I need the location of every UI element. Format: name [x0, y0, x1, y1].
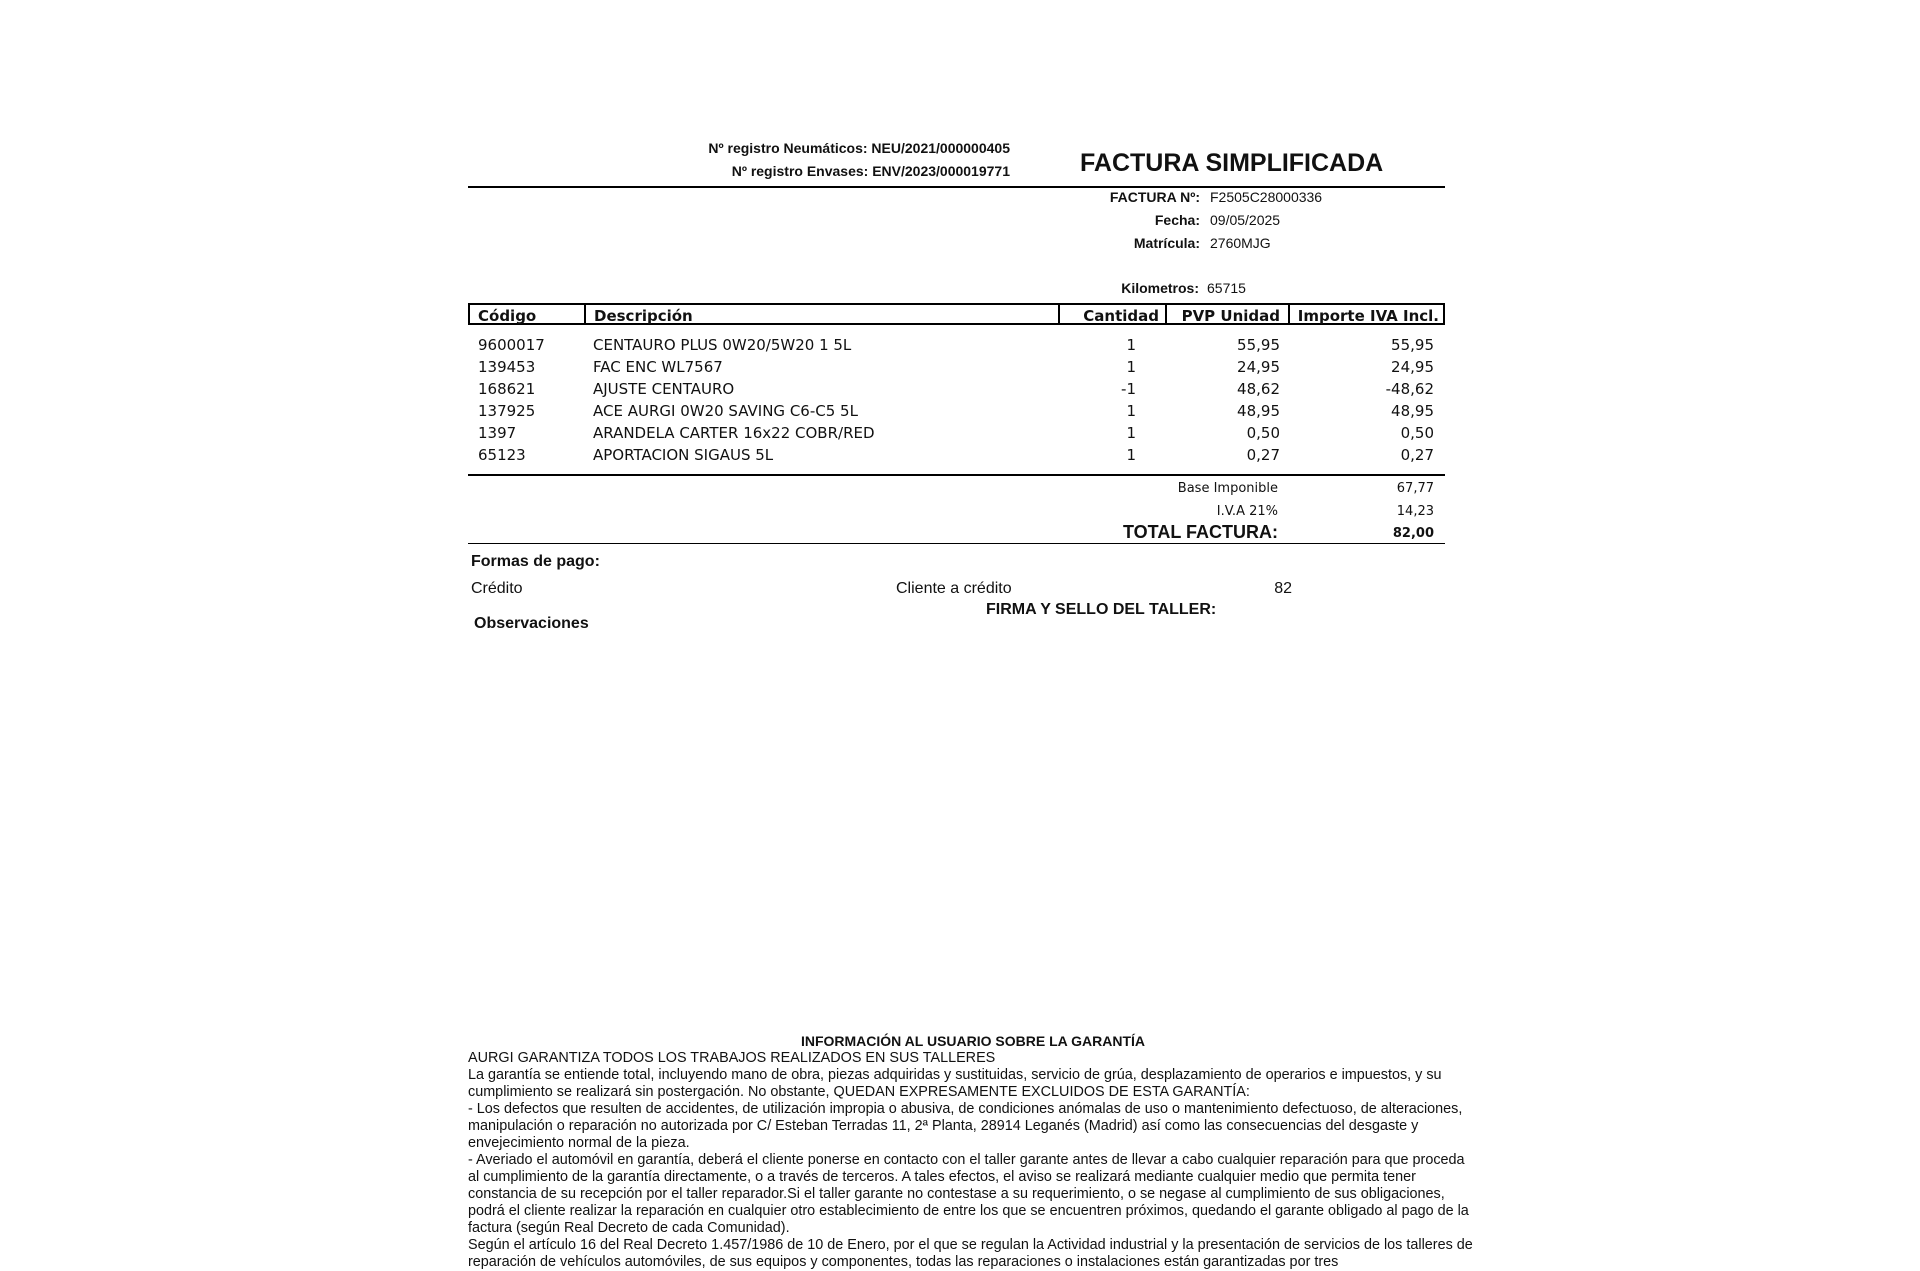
- col-header-descripcion: Descripción: [584, 303, 1060, 325]
- cell-importe: 0,50: [1400, 424, 1434, 442]
- col-header-pvp: PVP Unidad: [1165, 303, 1290, 325]
- cell-cantidad: 1: [1126, 336, 1136, 354]
- cell-importe: 24,95: [1391, 358, 1434, 376]
- cell-importe: 55,95: [1391, 336, 1434, 354]
- payment-method: Crédito: [471, 580, 523, 597]
- cell-descripcion: AJUSTE CENTAURO: [593, 380, 735, 398]
- registro-neumaticos: Nº registro Neumáticos: NEU/2021/000000405: [708, 140, 1010, 156]
- cell-descripcion: FAC ENC WL7567: [593, 358, 723, 376]
- header-divider: [468, 186, 1445, 188]
- cell-codigo: 168621: [478, 380, 536, 398]
- cell-importe: 48,95: [1391, 402, 1434, 420]
- cell-descripcion: APORTACION SIGAUS 5L: [593, 446, 774, 464]
- iva-value: 14,23: [1396, 504, 1434, 519]
- base-imponible-label: Base Imponible: [1177, 481, 1278, 496]
- table-row: [468, 358, 1444, 380]
- cell-codigo: 137925: [478, 402, 536, 420]
- col-header-importe: Importe IVA Incl.: [1288, 303, 1445, 325]
- cell-descripcion: CENTAURO PLUS 0W20/5W20 1 5L: [593, 336, 852, 354]
- matricula-value: 2760MJG: [1210, 235, 1271, 251]
- cell-importe: 0,27: [1400, 446, 1434, 464]
- cell-pvp: 48,62: [1237, 380, 1280, 398]
- cell-pvp: 55,95: [1237, 336, 1280, 354]
- table-row: [468, 336, 1444, 358]
- cell-cantidad: 1: [1126, 402, 1136, 420]
- cell-pvp: 24,95: [1237, 358, 1280, 376]
- cell-codigo: 65123: [478, 446, 526, 464]
- total-factura-value: 82,00: [1392, 526, 1434, 541]
- warranty-text: AURGI GARANTIZA TODOS LOS TRABAJOS REALIZADOS EN SUS TALLERES La garantía se entiende total, incluyendo mano de obra, piezas adquiridas y sustituidas, servicio de grúa, desplazamiento de operarios e impuestos, y su cumplimiento se realizará sin postergación. No obstante, QUEDAN EXPRESAMENTE EXCLUIDOS DE ESTA GARANTÍA: - Los defectos que resulten de accidentes, de utilización impropia o abusiva, de condiciones anómalas de uso o mantenimiento defectuoso, de alteraciones, manipulación o reparación no autorizada por C/ Esteban Terradas 11, 2ª Planta, 28914 Leganés (Madrid) así como las consecuencias del desgaste y envejecimiento normal de la pieza. - Averiado el automóvil en garantía, deberá el cliente ponerse en contacto con el taller garante antes de llevar a cabo cualquier reparación para que proceda al cumplimiento de la garantía directamente, o a través de terceros. A tales efectos, el aviso se realizará mediante cualquier medio que permita tener constancia de su recepción por el taller reparador.Si el taller garante no contestase a su requerimiento, o se negase al cumplimiento de sus obligaciones, podrá el cliente realizar la reparación en cualquier otro establecimiento de entre los que se encuentren próximos, quedando el garante obligado al pago de la factura (según Real Decreto de cada Comunidad). Según el artículo 16 del Real Decreto 1.457/1986 de 10 de Enero, por el que se regulan la Actividad industrial y la presentación de servicios de los talleres de reparación de vehículos automóviles, de sus equipos y componentes, todas las reparaciones o instalaciones están garantizadas por tres: [468, 1050, 1473, 1270]
- table-bottom-divider: [468, 474, 1445, 476]
- payment-amount: 82: [1274, 580, 1292, 597]
- cell-descripcion: ACE AURGI 0W20 SAVING C6-C5 5L: [593, 402, 858, 420]
- cell-cantidad: 1: [1126, 424, 1136, 442]
- cell-cantidad: 1: [1126, 446, 1136, 464]
- table-row: [468, 424, 1444, 446]
- cell-importe: -48,62: [1385, 380, 1434, 398]
- formas-de-pago-heading: Formas de pago:: [471, 553, 600, 570]
- cell-cantidad: 1: [1126, 358, 1136, 376]
- cell-codigo: 9600017: [478, 336, 545, 354]
- col-header-cantidad: Cantidad: [1058, 303, 1167, 325]
- registro-envases: Nº registro Envases: ENV/2023/000019771: [731, 163, 1010, 179]
- firma-sello-label: FIRMA Y SELLO DEL TALLER:: [986, 601, 1217, 618]
- totals-divider: [468, 543, 1445, 544]
- cell-pvp: 48,95: [1237, 402, 1280, 420]
- matricula-label: Matrícula:: [1133, 235, 1200, 251]
- iva-label: I.V.A 21%: [1216, 504, 1278, 519]
- cell-codigo: 139453: [478, 358, 536, 376]
- total-factura-label: TOTAL FACTURA:: [1123, 522, 1278, 542]
- col-header-codigo: Código: [468, 303, 586, 325]
- factura-value: F2505C28000336: [1210, 189, 1323, 205]
- fecha-value: 09/05/2025: [1210, 212, 1281, 228]
- table-row: [468, 446, 1444, 468]
- cell-pvp: 0,50: [1246, 424, 1280, 442]
- document-title: FACTURA SIMPLIFICADA: [1080, 149, 1384, 177]
- base-imponible-value: 67,77: [1396, 481, 1434, 496]
- cell-codigo: 1397: [478, 424, 517, 442]
- table-row: [468, 402, 1444, 424]
- fecha-label: Fecha:: [1154, 212, 1200, 228]
- table-row: [468, 380, 1444, 402]
- kilometros-label: Kilometros:: [1121, 280, 1199, 296]
- payment-type: Cliente a crédito: [896, 580, 1012, 597]
- observaciones-label: Observaciones: [474, 615, 589, 632]
- cell-cantidad: -1: [1121, 380, 1136, 398]
- warranty-title: INFORMACIÓN AL USUARIO SOBRE LA GARANTÍA: [800, 1033, 1146, 1049]
- cell-descripcion: ARANDELA CARTER 16x22 COBR/RED: [593, 424, 875, 442]
- kilometros-value: 65715: [1207, 280, 1246, 296]
- factura-label: FACTURA Nº:: [1109, 189, 1200, 205]
- cell-pvp: 0,27: [1246, 446, 1280, 464]
